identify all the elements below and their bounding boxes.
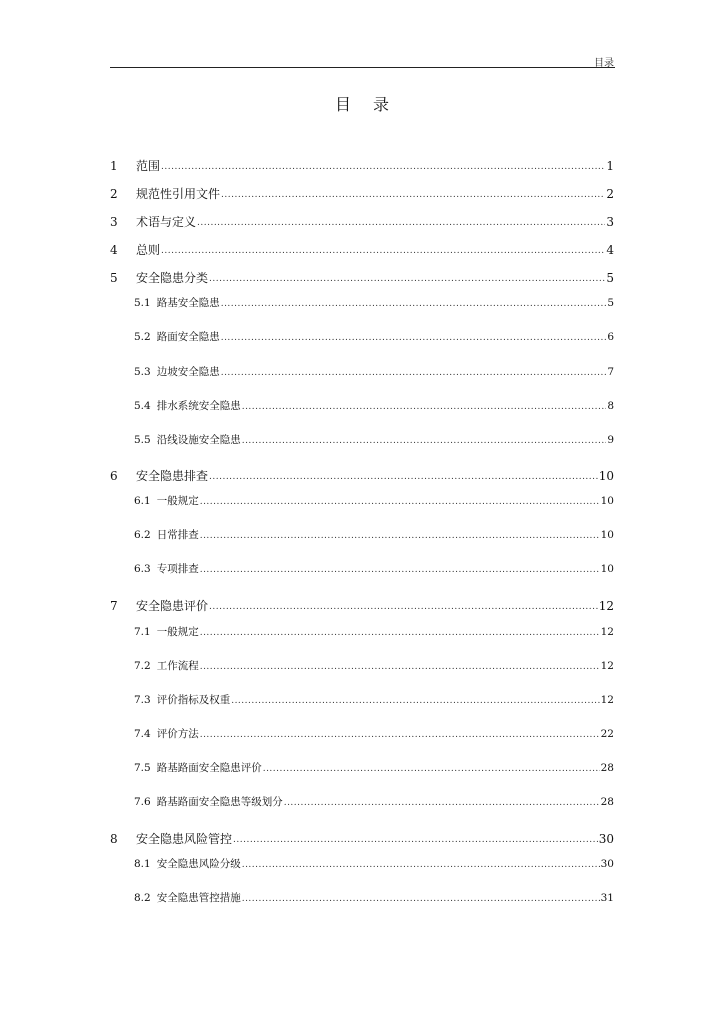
toc-entry-title: 范围 [136, 159, 161, 173]
toc-entry-page: 12 [600, 626, 614, 638]
dot-leader [221, 191, 605, 200]
toc-entry-page: 30 [600, 858, 614, 870]
toc-entry-title: 一般规定 [156, 626, 199, 638]
toc-subentry[interactable] [110, 401, 614, 412]
title-char-2: 录 [373, 95, 390, 114]
toc-entry-page: 28 [600, 796, 614, 808]
toc-entry-title: 沿线设施安全隐患 [156, 434, 241, 446]
toc-entry-number: 8.1 [134, 858, 151, 870]
dot-leader [221, 334, 607, 343]
toc-entry-title: 评价指标及权重 [156, 694, 231, 706]
toc-subentry[interactable] [110, 859, 614, 870]
toc-entry-title: 路基路面安全隐患评价 [156, 762, 262, 774]
toc-entry-page: 12 [598, 599, 614, 613]
toc-entry[interactable] [110, 470, 614, 482]
dot-leader [200, 731, 600, 740]
dot-leader [242, 895, 600, 904]
toc-subentry[interactable] [110, 435, 614, 446]
toc-subentry[interactable] [110, 298, 614, 309]
toc-entry-title: 安全隐患排查 [136, 469, 209, 483]
toc-entry[interactable] [110, 216, 614, 228]
toc-entry-page: 28 [600, 762, 614, 774]
toc-entry-page: 10 [598, 469, 614, 483]
toc-entry-title: 路基安全隐患 [156, 297, 220, 309]
dot-leader [221, 369, 607, 378]
toc-entry-page: 2 [606, 187, 614, 201]
toc-entry-number: 7.6 [134, 796, 151, 808]
dot-leader [231, 697, 599, 706]
toc-entry-number: 7.5 [134, 762, 151, 774]
toc-subentry[interactable] [110, 367, 614, 378]
toc-entry-number: 7.3 [134, 694, 151, 706]
toc-entry-number: 6.1 [134, 495, 151, 507]
toc-subentry[interactable] [110, 729, 614, 740]
toc-subentry[interactable] [110, 797, 614, 808]
dot-leader [242, 861, 600, 870]
toc-entry-number: 5.1 [134, 297, 151, 309]
dot-leader [209, 275, 605, 284]
dot-leader [209, 473, 598, 482]
toc-entry[interactable] [110, 833, 614, 845]
toc-entry-number: 5.5 [134, 434, 151, 446]
toc-entry[interactable] [110, 244, 614, 256]
toc-entry-number: 6.3 [134, 563, 151, 575]
toc-entry-title: 日常排查 [156, 529, 199, 541]
toc-subentry[interactable] [110, 763, 614, 774]
toc-entry-page: 3 [606, 215, 614, 229]
toc-entry-page: 6 [607, 331, 614, 343]
dot-leader [242, 403, 607, 412]
toc-entry-page: 5 [606, 271, 614, 285]
toc-entry-page: 12 [600, 660, 614, 672]
toc-entry-page: 31 [600, 892, 614, 904]
toc-entry-number: 8.2 [134, 892, 151, 904]
dot-leader [233, 836, 598, 845]
toc-entry-page: 5 [607, 297, 614, 309]
toc-entry-page: 8 [607, 400, 614, 412]
toc-entry-title: 安全隐患管控措施 [156, 892, 241, 904]
dot-leader [200, 498, 600, 507]
toc-entry-title: 排水系统安全隐患 [156, 400, 241, 412]
toc-entry-page: 10 [600, 529, 614, 541]
toc-entry-number: 3 [110, 215, 118, 229]
toc-entry[interactable] [110, 160, 614, 172]
toc-entry-page: 4 [606, 243, 614, 257]
toc-entry-title: 安全隐患评价 [136, 599, 209, 613]
toc-entry-page: 12 [600, 694, 614, 706]
toc-entry-title: 评价方法 [156, 728, 199, 740]
toc-entry-number: 2 [110, 187, 118, 201]
toc-entry-page: 10 [600, 495, 614, 507]
toc-entry-number: 7 [110, 599, 118, 613]
dot-leader [197, 219, 605, 228]
dot-leader [200, 566, 600, 575]
toc-entry-number: 7.1 [134, 626, 151, 638]
toc-entry-number: 5.3 [134, 366, 151, 378]
toc-entry-title: 规范性引用文件 [136, 187, 221, 201]
toc-entry-title: 安全隐患分类 [136, 271, 209, 285]
toc-entry-title: 一般规定 [156, 495, 199, 507]
toc-entry-number: 7.2 [134, 660, 151, 672]
toc-entry[interactable] [110, 600, 614, 612]
toc-entry-number: 6.2 [134, 529, 151, 541]
toc-entry-title: 安全隐患风险分级 [156, 858, 241, 870]
toc-entry-title: 路面安全隐患 [156, 331, 220, 343]
toc-entry-page: 22 [600, 728, 614, 740]
toc-entry-number: 8 [110, 832, 118, 846]
toc-subentry[interactable] [110, 332, 614, 343]
dot-leader [200, 532, 600, 541]
toc-subentry[interactable] [110, 496, 614, 507]
dot-leader [221, 300, 607, 309]
title-char-1: 目 [334, 95, 351, 114]
dot-leader [200, 663, 600, 672]
toc-entry[interactable] [110, 188, 614, 200]
toc-entry-page: 30 [598, 832, 614, 846]
toc-subentry[interactable] [110, 695, 614, 706]
toc-entry-title: 专项排查 [156, 563, 199, 575]
table-of-contents [110, 0, 614, 1024]
toc-entry-number: 7.4 [134, 728, 151, 740]
toc-entry-number: 5.2 [134, 331, 151, 343]
dot-leader [209, 603, 598, 612]
dot-leader [284, 799, 600, 808]
toc-entry-page: 10 [600, 563, 614, 575]
toc-entry[interactable] [110, 272, 614, 284]
toc-subentry[interactable] [110, 530, 614, 541]
toc-entry-title: 安全隐患风险管控 [136, 832, 233, 846]
toc-entry-title: 术语与定义 [136, 215, 197, 229]
running-header: 目录 [594, 58, 614, 69]
toc-entry-title: 路基路面安全隐患等级划分 [156, 796, 283, 808]
toc-entry-page: 1 [606, 159, 614, 173]
toc-entry-number: 5.4 [134, 400, 151, 412]
dot-leader [161, 163, 605, 172]
toc-entry-number: 5 [110, 271, 118, 285]
toc-entry-number: 4 [110, 243, 118, 257]
toc-entry-title: 边坡安全隐患 [156, 366, 220, 378]
toc-entry-title: 工作流程 [156, 660, 199, 672]
dot-leader [161, 247, 605, 256]
toc-entry-number: 1 [110, 159, 118, 173]
toc-subentry[interactable] [110, 564, 614, 575]
toc-subentry[interactable] [110, 893, 614, 904]
toc-subentry[interactable] [110, 627, 614, 638]
toc-entry-title: 总则 [136, 243, 161, 257]
dot-leader [263, 765, 600, 774]
toc-subentry[interactable] [110, 661, 614, 672]
toc-entry-page: 7 [607, 366, 614, 378]
toc-entry-page: 9 [607, 434, 614, 446]
dot-leader [200, 629, 600, 638]
dot-leader [242, 437, 607, 446]
toc-entry-number: 6 [110, 469, 118, 483]
